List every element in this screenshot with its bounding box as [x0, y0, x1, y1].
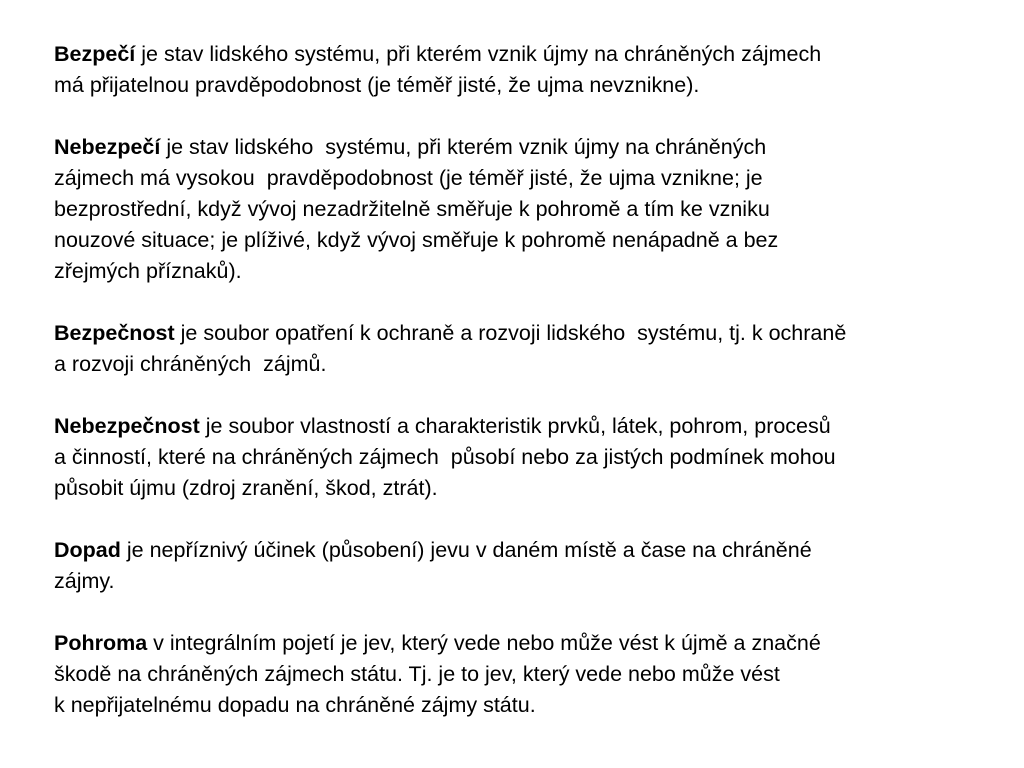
- definition-text: v integrálním pojetí je jev, který vede nebo může vést k újmě a značné: [147, 631, 821, 655]
- definition-line: nouzové situace; je plíživé, když vývoj směřuje k pohromě nenápadně a bez: [54, 228, 779, 252]
- definition-line: bezprostřední, když vývoj nezadržitelně směřuje k pohromě a tím ke vzniku: [54, 197, 770, 221]
- definition-term: Nebezpečnost: [54, 414, 200, 438]
- definition-line: [54, 535, 1004, 566]
- definition-line: působit újmu (zdroj zranění, škod, ztrát).: [54, 476, 438, 500]
- definition-line: k nepřijatelnému dopadu na chráněné zájmy státu.: [54, 693, 536, 717]
- definition-line: zájmy.: [54, 569, 115, 593]
- definition-term: Dopad: [54, 538, 121, 562]
- definition-bezpeci: [54, 39, 1004, 101]
- definition-term: Bezpečí: [54, 42, 136, 66]
- definition-line: [54, 39, 1004, 70]
- definition-line: a činností, které na chráněných zájmech působí nebo za jistých podmínek mohou: [54, 445, 836, 469]
- definition-dopad: [54, 535, 1004, 597]
- definition-line: [54, 318, 1004, 349]
- definition-nebezpecnost: [54, 411, 1004, 504]
- definition-text: je soubor vlastností a charakteristik prvků, látek, pohrom, procesů: [199, 414, 831, 438]
- definition-nebezpeci: [54, 132, 1004, 287]
- definition-line: [54, 628, 1004, 659]
- definition-term: Pohroma: [54, 631, 148, 655]
- definition-text: je nepříznivý účinek (působení) jevu v daném místě a čase na chráněné: [120, 538, 812, 562]
- definition-line: [54, 132, 1004, 163]
- definition-term: Bezpečnost: [54, 321, 175, 345]
- definition-line: má přijatelnou pravděpodobnost (je téměř jisté, že ujma nevznikne).: [54, 73, 700, 97]
- definition-line: zřejmých příznaků).: [54, 259, 242, 283]
- definition-term: Nebezpečí: [54, 135, 161, 159]
- definition-line: [54, 411, 1004, 442]
- definition-line: škodě na chráněných zájmech státu. Tj. je to jev, který vede nebo může vést: [54, 662, 780, 686]
- definition-text: je stav lidského systému, při kterém vznik újmy na chráněných: [160, 135, 767, 159]
- definition-line: zájmech má vysokou pravděpodobnost (je téměř jisté, že ujma vznikne; je: [54, 166, 763, 190]
- definition-bezpecnost: [54, 318, 1004, 380]
- definition-line: a rozvoji chráněných zájmů.: [54, 352, 327, 376]
- definition-text: je soubor opatření k ochraně a rozvoji lidského systému, tj. k ochraně: [174, 321, 847, 345]
- definition-pohroma: [54, 628, 1004, 721]
- definition-text: je stav lidského systému, při kterém vznik újmy na chráněných zájmech: [135, 42, 822, 66]
